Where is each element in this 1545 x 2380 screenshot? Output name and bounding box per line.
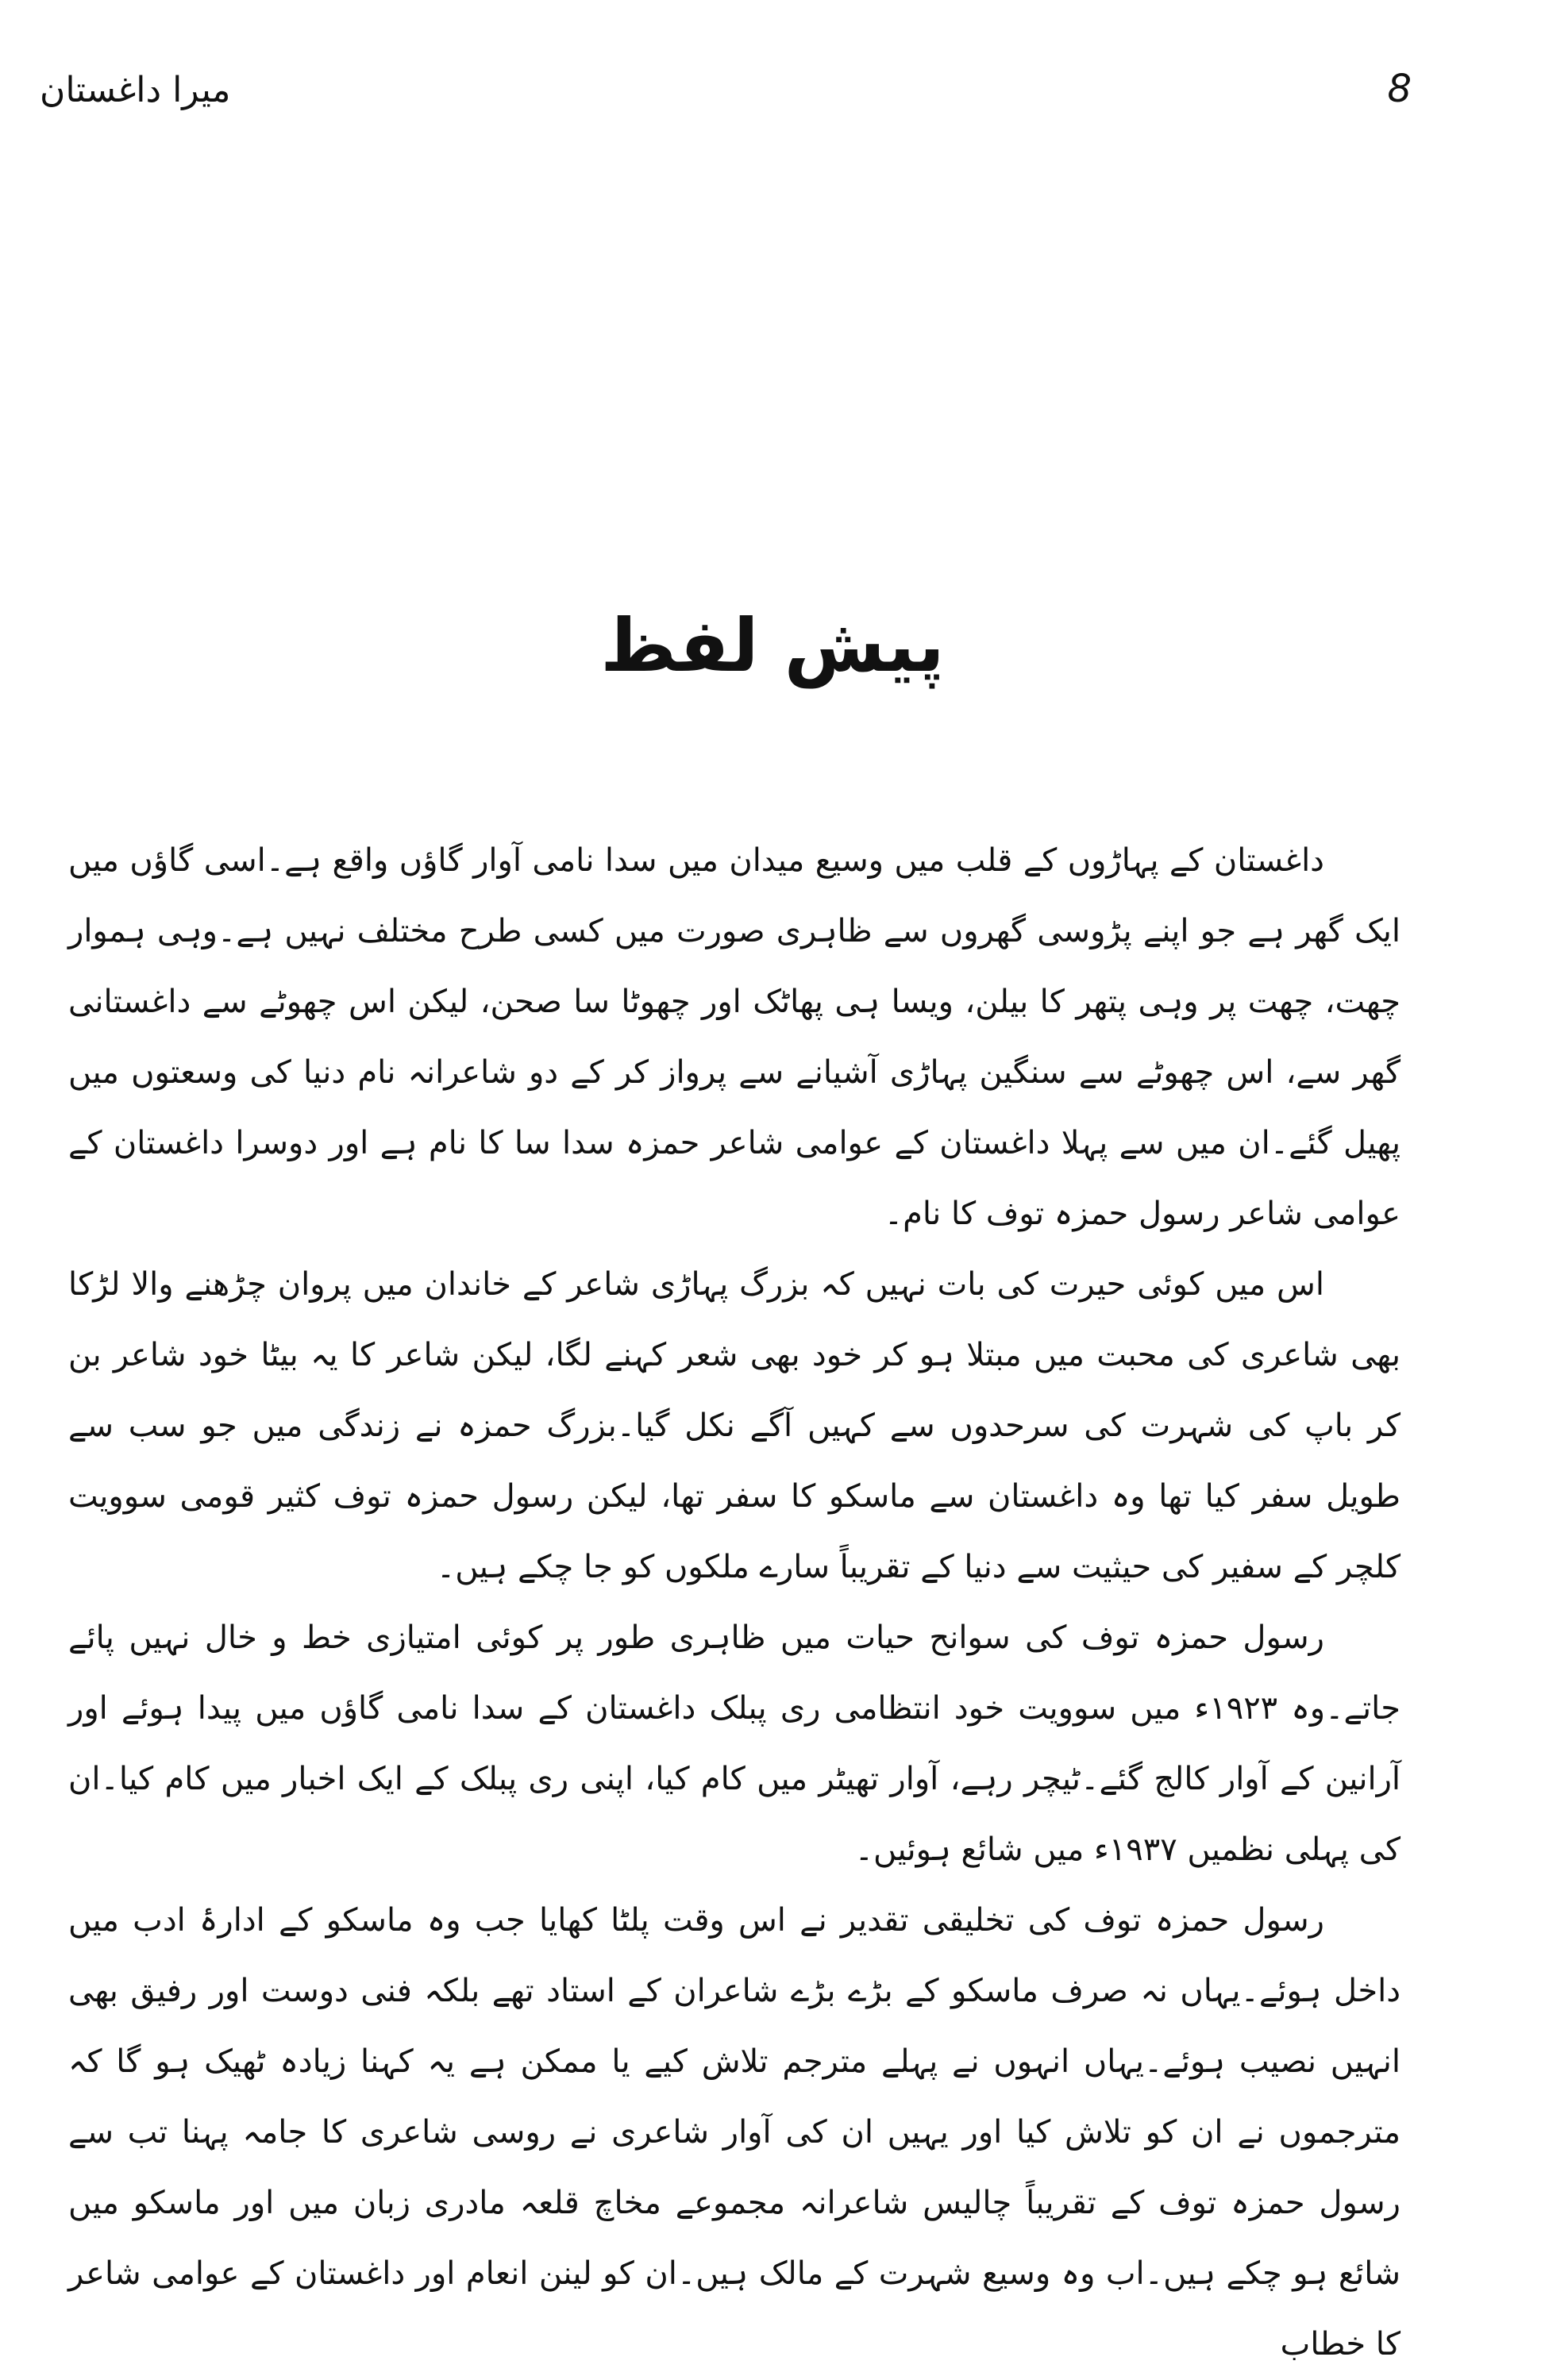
paragraph xyxy=(68,826,1401,1250)
paragraph-text: رسول حمزہ توف کی تخلیقی تقدیر نے اس وقت پلٹا کھایا جب وہ ماسکو کے ادارۂ ادب میں داخل ہوئے۔یہاں نہ صرف ماسکو کے بڑے بڑے شاعران کے استاد تھے بلکہ فنی دوست اور رفیق بھی انہیں نصیب ہوئے۔یہاں انہوں نے پہلے مترجم تلاش کیے یا ممکن ہے یہ کہنا زیادہ ٹھیک ہو گا کہ مترجموں نے ان کو تلاش کیا اور یہیں ان کی آوار شاعری نے روسی شاعری کا جامہ پہنا تب سے رسول حمزہ توف کے تقریباً چالیس شاعرانہ مجموعے مخاچ قلعہ مادری زبان میں اور ماسکو میں شائع ہو چکے ہیں۔اب وہ وسیع شہرت کے مالک ہیں۔ان کو لینن انعام اور داغستان کے عوامی شاعر کا خطاب xyxy=(68,1902,1401,2363)
page-number: 8 xyxy=(1387,67,1412,111)
body-text xyxy=(68,826,1401,2380)
running-title: میرا داغستان xyxy=(40,70,231,110)
chapter-title: پیش لفظ xyxy=(600,603,945,688)
paragraph xyxy=(68,1250,1401,1603)
paragraph xyxy=(68,1885,1401,2380)
paragraph-text: داغستان کے پہاڑوں کے قلب میں وسیع میدان میں سدا نامی آوار گاؤں واقع ہے۔اسی گاؤں میں ایک گھر ہے جو اپنے پڑوسی گھروں سے ظاہری صورت میں کسی طرح مختلف نہیں ہے۔وہی ہموار چھت، چھت پر وہی پتھر کا بیلن، ویسا ہی پھاٹک اور چھوٹا سا صحن، لیکن اس چھوٹے سے داغستانی گھر سے، اس چھوٹے سے سنگین پہاڑی آشیانے سے پرواز کر کے دو شاعرانہ نام دنیا کی وسعتوں میں پھیل گئے۔ان میں سے پہلا داغستان کے عوامی شاعر حمزہ سدا سا کا نام ہے اور دوسرا داغستان کے عوامی شاعر رسول حمزہ توف کا نام۔ xyxy=(68,842,1401,1232)
paragraph-text: رسول حمزہ توف کی سوانح حیات میں ظاہری طور پر کوئی امتیازی خط و خال نہیں پائے جاتے۔وہ ۱۹۲۳ء میں سوویت خود انتظامی ری پبلک داغستان کے سدا نامی گاؤں میں پیدا ہوئے اور آرانین کے آوار کالج گئے۔ٹیچر رہے، آوار تھیٹر میں کام کیا، اپنی ری پبلک کے ایک اخبار میں کام کیا۔ان کی پہلی نظمیں ۱۹۳۷ء میں شائع ہوئیں۔ xyxy=(68,1619,1401,1868)
paragraph xyxy=(68,1603,1401,1885)
paragraph-text: اس میں کوئی حیرت کی بات نہیں کہ بزرگ پہاڑی شاعر کے خاندان میں پروان چڑھنے والا لڑکا بھی شاعری کی محبت میں مبتلا ہو کر خود بھی شعر کہنے لگا، لیکن شاعر کا یہ بیٹا خود شاعر بن کر باپ کی شہرت کی سرحدوں سے کہیں آگے نکل گیا۔بزرگ حمزہ نے زندگی میں جو سب سے طویل سفر کیا تھا وہ داغستان سے ماسکو کا سفر تھا، لیکن رسول حمزہ توف کثیر قومی سوویت کلچر کے سفیر کی حیثیت سے دنیا کے تقریباً سارے ملکوں کو جا چکے ہیں۔ xyxy=(68,1266,1401,1585)
